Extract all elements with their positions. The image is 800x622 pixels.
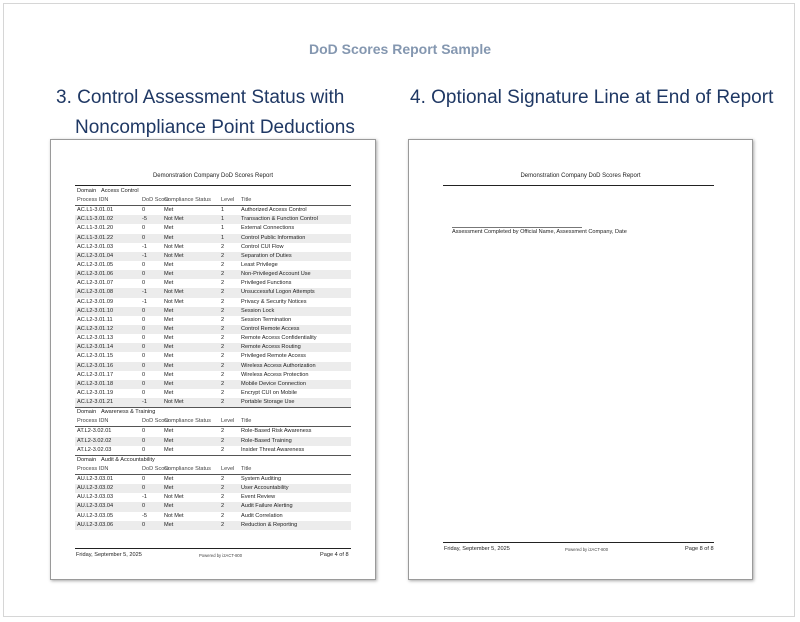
column-header: Process IDN: [77, 197, 109, 203]
table-cell: Not Met: [164, 216, 184, 223]
table-cell: 2: [221, 380, 225, 387]
column-header: Title: [241, 418, 252, 425]
table-cell: 2: [221, 428, 225, 435]
table-cell: AC.L2-3.01.16: [77, 362, 114, 369]
table-cell: 2: [221, 252, 225, 259]
table-cell: 2: [221, 298, 225, 305]
heading-control-assessment-line1: 3. Control Assessment Status with: [56, 87, 345, 108]
table-cell: Role-Based Training: [241, 437, 292, 444]
table-cell: 0: [142, 503, 146, 510]
table-cell: Portable Storage Use: [241, 399, 295, 406]
table-row: [75, 398, 351, 407]
table-row: [75, 261, 351, 270]
table-cell: 2: [221, 521, 225, 528]
table-cell: Met: [164, 307, 174, 314]
table-cell: 0: [142, 261, 146, 268]
table-cell: Met: [164, 344, 174, 351]
table-cell: 2: [221, 344, 225, 351]
table-cell: External Connections: [241, 225, 295, 232]
table-header-row: [75, 196, 351, 206]
table-cell: 0: [142, 428, 146, 435]
table-cell: 0: [142, 325, 146, 332]
table-cell: AC.L1-3.01.22: [77, 234, 114, 241]
table-cell: Not Met: [164, 298, 184, 305]
table-cell: 0: [142, 389, 146, 396]
table-cell: Privileged Remote Access: [241, 353, 306, 360]
table-cell: AC.L2-3.01.21: [77, 399, 114, 406]
table-row: [75, 371, 351, 380]
table-cell: Not Met: [164, 494, 184, 501]
report-page-8: [408, 139, 753, 580]
table-cell: 2: [221, 335, 225, 342]
table-row: [75, 243, 351, 252]
table-cell: Audit Correlation: [241, 512, 283, 519]
table-row: [75, 521, 351, 530]
table-row: [75, 288, 351, 297]
table-cell: AC.L2-3.01.08: [77, 289, 114, 296]
table-cell: Privileged Functions: [241, 280, 292, 287]
table-row: [75, 380, 351, 389]
table-cell: AC.L2-3.01.11: [77, 316, 113, 323]
table-cell: -1: [142, 298, 147, 305]
title-rule: [443, 185, 714, 186]
table-cell: 2: [221, 261, 225, 268]
signature-line: [452, 227, 582, 228]
table-cell: Event Review: [241, 494, 276, 501]
table-cell: 0: [142, 316, 146, 323]
table-cell: Met: [164, 353, 174, 360]
domain-label: Domain: [77, 456, 97, 463]
table-row: [75, 427, 351, 436]
table-cell: -1: [142, 252, 147, 259]
table-cell: 2: [221, 512, 225, 519]
table-cell: Met: [164, 503, 174, 510]
table-cell: 2: [221, 316, 225, 323]
table-cell: AC.L2-3.01.05: [77, 261, 114, 268]
table-cell: Wireless Access Authorization: [241, 362, 316, 369]
table-cell: 0: [142, 475, 146, 482]
table-cell: Control Remote Access: [241, 325, 300, 332]
table-cell: 1: [221, 234, 225, 241]
table-cell: Met: [164, 271, 174, 278]
footer-powered: Powered by i2ACT-800: [199, 553, 243, 558]
table-row: [75, 446, 351, 455]
table-cell: AT.L2-3.02.03: [77, 446, 112, 453]
title-rule: [75, 185, 351, 186]
heading-signature-line: 4. Optional Signature Line at End of Report: [410, 87, 774, 108]
table-cell: Met: [164, 446, 174, 453]
table-cell: AC.L2-3.01.15: [77, 353, 114, 360]
table-cell: AU.L2-3.03.05: [77, 512, 114, 519]
table-cell: 0: [142, 234, 146, 241]
table-row: [75, 279, 351, 288]
column-header: DoD Score: [142, 197, 170, 203]
table-cell: Met: [164, 371, 174, 378]
domain-name: Awareness & Training: [101, 409, 156, 416]
column-header: DoD Score: [142, 465, 170, 472]
table-cell: Met: [164, 234, 174, 241]
table-cell: Not Met: [164, 289, 184, 296]
table-cell: Met: [164, 225, 174, 232]
footer-rule: [443, 542, 714, 543]
report-page-4: [50, 139, 376, 580]
footer-rule: [75, 548, 351, 549]
table-cell: Transaction & Function Control: [241, 216, 318, 223]
table-row: [75, 334, 351, 343]
table-row: [75, 307, 351, 316]
footer-powered: Powered by i2ACT-800: [565, 547, 609, 552]
table-row: [75, 484, 351, 493]
table-cell: AC.L2-3.01.04: [77, 252, 114, 259]
table-cell: User Accountability: [241, 485, 289, 492]
report-title: Demonstration Company DoD Scores Report: [152, 173, 274, 179]
table-row: [75, 316, 351, 325]
table-cell: Role-Based Risk Awareness: [241, 428, 312, 435]
table-cell: AT.L2-3.02.02: [77, 437, 112, 444]
scores-table: [75, 187, 351, 530]
table-cell: 2: [221, 325, 225, 332]
domain-row: [75, 407, 351, 417]
table-cell: AU.L2-3.03.06: [77, 521, 114, 528]
table-cell: 2: [221, 475, 225, 482]
table-row: [75, 512, 351, 521]
report-title: Demonstration Company DoD Scores Report: [520, 173, 641, 179]
domain-label: Domain: [77, 409, 97, 416]
table-cell: 2: [221, 307, 225, 314]
column-header: Title: [241, 465, 252, 472]
table-cell: 0: [142, 485, 146, 492]
table-cell: Not Met: [164, 252, 184, 259]
table-row: [75, 298, 351, 307]
page-title: DoD Scores Report Sample: [308, 41, 492, 57]
footer-page-number: Page 4 of 8: [320, 552, 349, 558]
table-cell: Mobile Device Connection: [241, 380, 306, 387]
table-cell: AC.L2-3.01.18: [77, 380, 114, 387]
table-cell: AC.L2-3.01.13: [77, 335, 114, 342]
table-cell: 0: [142, 225, 146, 232]
table-cell: AC.L2-3.01.10: [77, 307, 114, 314]
domain-row: [75, 187, 351, 196]
table-cell: AC.L1-3.01.01: [77, 207, 114, 214]
table-cell: 0: [142, 335, 146, 342]
table-row: [75, 502, 351, 511]
table-cell: AC.L2-3.01.09: [77, 298, 114, 305]
footer-date: Friday, September 5, 2025: [76, 552, 142, 558]
table-cell: 0: [142, 380, 146, 387]
table-cell: 0: [142, 521, 146, 528]
domain-label: Domain: [77, 188, 97, 194]
table-cell: -1: [142, 289, 147, 296]
table-cell: 2: [221, 353, 225, 360]
table-row: [75, 325, 351, 334]
heading-control-assessment-line2: Noncompliance Point Deductions: [75, 117, 355, 138]
table-cell: Met: [164, 261, 174, 268]
table-cell: Met: [164, 428, 174, 435]
column-header: Process IDN: [77, 465, 109, 472]
table-cell: -1: [142, 243, 147, 250]
table-cell: 1: [221, 225, 225, 232]
table-cell: Met: [164, 335, 174, 342]
column-header: Compliance Status: [164, 197, 211, 203]
column-header: Level: [221, 197, 235, 203]
table-cell: Non-Privileged Account Use: [241, 271, 311, 278]
table-cell: Met: [164, 207, 174, 214]
footer-date: Friday, September 5, 2025: [444, 546, 510, 552]
table-cell: 2: [221, 389, 225, 396]
table-cell: 2: [221, 503, 225, 510]
table-cell: 2: [221, 494, 225, 501]
table-cell: AC.L2-3.01.12: [77, 325, 114, 332]
table-row: [75, 224, 351, 233]
table-cell: 2: [221, 289, 225, 296]
table-cell: AC.L1-3.01.20: [77, 225, 114, 232]
table-cell: 2: [221, 280, 225, 287]
signature-caption: Assessment Completed by Official Name, Assessment Company, Date: [452, 229, 627, 235]
table-cell: Met: [164, 362, 174, 369]
table-cell: 2: [221, 243, 225, 250]
table-cell: System Auditing: [241, 475, 282, 482]
table-cell: Remote Access Confidentiality: [241, 335, 317, 342]
table-cell: AC.L2-3.01.03: [77, 243, 114, 250]
table-cell: 1: [221, 216, 225, 223]
table-cell: 2: [221, 485, 225, 492]
table-cell: 0: [142, 271, 146, 278]
domain-name: Access Control: [101, 188, 139, 194]
table-cell: 0: [142, 207, 146, 214]
table-cell: Privacy & Security Notices: [241, 298, 307, 305]
table-cell: 0: [142, 362, 146, 369]
table-row: [75, 362, 351, 371]
table-cell: 0: [142, 307, 146, 314]
table-cell: Insider Threat Awareness: [241, 446, 305, 453]
table-cell: AU.L2-3.03.01: [77, 475, 114, 482]
table-cell: 0: [142, 280, 146, 287]
column-header: DoD Score: [142, 418, 170, 425]
table-cell: 0: [142, 371, 146, 378]
table-cell: Least Privilege: [241, 261, 278, 268]
table-cell: AC.L2-3.01.07: [77, 280, 114, 287]
table-cell: AC.L2-3.01.17: [77, 371, 114, 378]
table-row: [75, 252, 351, 261]
table-cell: Audit Failure Alerting: [241, 503, 293, 510]
domain-row: [75, 455, 351, 465]
column-header: Level: [221, 418, 235, 425]
table-cell: Met: [164, 389, 174, 396]
table-cell: Met: [164, 521, 174, 528]
table-cell: AU.L2-3.03.03: [77, 494, 114, 501]
table-cell: 0: [142, 353, 146, 360]
table-cell: Control CUI Flow: [241, 243, 284, 250]
table-row: [75, 475, 351, 484]
column-header: Compliance Status: [164, 465, 211, 472]
table-cell: 2: [221, 446, 225, 453]
table-cell: AC.L2-3.01.14: [77, 344, 114, 351]
table-cell: 1: [221, 207, 225, 214]
table-cell: AC.L1-3.01.02: [77, 216, 114, 223]
table-cell: -5: [142, 512, 147, 519]
table-cell: Not Met: [164, 243, 184, 250]
table-cell: Not Met: [164, 399, 184, 406]
column-header: Process IDN: [77, 418, 109, 425]
table-row: [75, 389, 351, 398]
table-cell: Met: [164, 437, 174, 444]
table-cell: 2: [221, 271, 225, 278]
table-cell: Control Public Information: [241, 234, 306, 241]
table-cell: Separation of Duties: [241, 252, 292, 259]
table-row: [75, 206, 351, 215]
table-cell: -1: [142, 399, 147, 406]
table-row: [75, 437, 351, 446]
table-row: [75, 270, 351, 279]
table-header-row: [75, 417, 351, 427]
domain-name: Audit & Accountability: [101, 456, 155, 463]
table-cell: Met: [164, 316, 174, 323]
table-row: [75, 493, 351, 502]
table-cell: 0: [142, 344, 146, 351]
table-cell: Session Termination: [241, 316, 292, 323]
table-cell: AT.L2-3.02.01: [77, 428, 112, 435]
table-cell: 0: [142, 437, 146, 444]
table-cell: Met: [164, 475, 174, 482]
column-header: Title: [241, 197, 252, 203]
table-cell: 2: [221, 437, 225, 444]
table-header-row: [75, 465, 351, 475]
table-cell: Met: [164, 325, 174, 332]
table-cell: Authorized Access Control: [241, 207, 307, 214]
table-cell: -1: [142, 494, 147, 501]
table-cell: Encrypt CUI on Mobile: [241, 389, 297, 396]
table-cell: AU.L2-3.03.02: [77, 485, 114, 492]
table-cell: Met: [164, 485, 174, 492]
table-cell: AC.L2-3.01.19: [77, 389, 114, 396]
table-cell: 2: [221, 399, 225, 406]
table-cell: AC.L2-3.01.06: [77, 271, 114, 278]
table-cell: 2: [221, 362, 225, 369]
table-cell: -5: [142, 216, 147, 223]
table-row: [75, 343, 351, 352]
table-cell: 2: [221, 371, 225, 378]
footer-page-number: Page 8 of 8: [685, 546, 714, 552]
table-row: [75, 234, 351, 243]
column-header: Level: [221, 465, 235, 472]
table-cell: Wireless Access Protection: [241, 371, 309, 378]
table-row: [75, 352, 351, 361]
table-cell: Remote Access Routing: [241, 344, 301, 351]
table-cell: Met: [164, 280, 174, 287]
table-cell: AU.L2-3.03.04: [77, 503, 114, 510]
table-row: [75, 215, 351, 224]
table-cell: Not Met: [164, 512, 184, 519]
column-header: Compliance Status: [164, 418, 211, 425]
table-cell: Met: [164, 380, 174, 387]
table-cell: 0: [142, 446, 146, 453]
table-cell: Reduction & Reporting: [241, 521, 298, 528]
table-cell: Session Lock: [241, 307, 275, 314]
table-cell: Unsuccessful Logon Attempts: [241, 289, 315, 296]
